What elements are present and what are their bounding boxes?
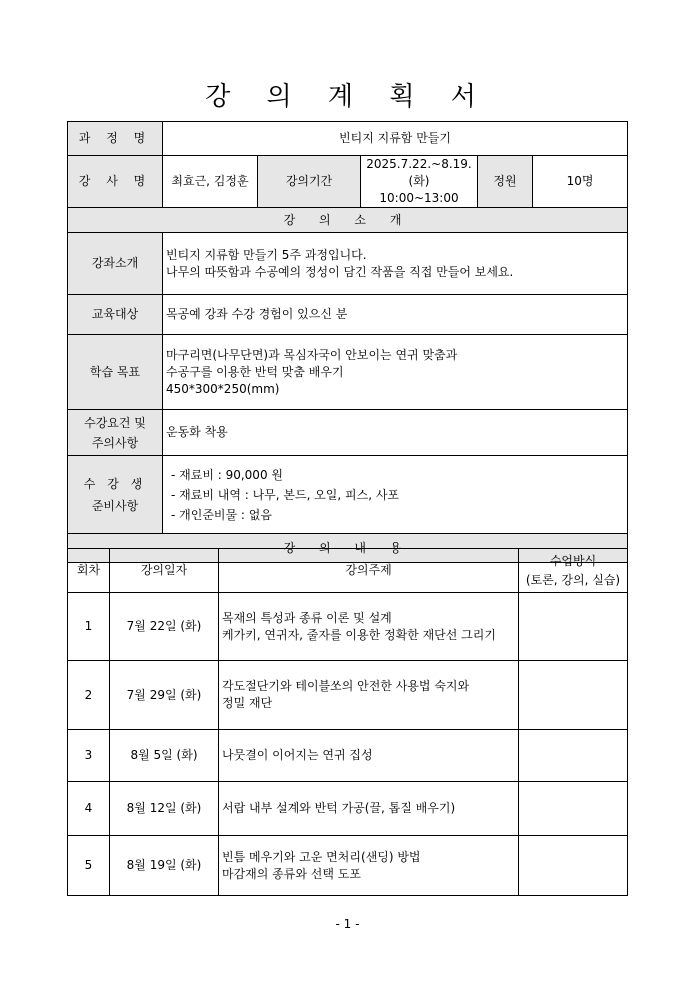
target-label: 교육대상 (68, 295, 163, 335)
col-header-date: 강의일자 (110, 549, 219, 593)
prep-item: - 개인준비물 : 없음 (171, 507, 272, 522)
intro-label: 강좌소개 (68, 233, 163, 295)
table-row (68, 593, 628, 661)
goal-value (163, 335, 628, 410)
requirements-label-line-1: 수강요건 및 (84, 415, 146, 430)
table-row (68, 730, 628, 782)
requirements-label (68, 410, 163, 456)
course-name-label: 과 정 명 (68, 122, 163, 156)
col-header-method (519, 549, 628, 593)
period-label: 강의기간 (258, 156, 361, 208)
session-topic (219, 836, 519, 896)
col-header-method-line-1: 수업방식 (549, 553, 597, 568)
session-number: 5 (68, 836, 110, 896)
topic-line-1: 빈틈 메우기와 고운 면처리(샌딩) 방법 (222, 849, 421, 864)
session-number: 4 (68, 782, 110, 836)
goal-line-2: 수공구를 이용한 반턱 맞춤 배우기 (166, 364, 344, 379)
schedule-table (67, 548, 628, 896)
period-time: 10:00~13:00 (379, 191, 459, 205)
prep-value (163, 456, 628, 534)
session-date: 8월 19일 (화) (110, 836, 219, 896)
session-date: 7월 22일 (화) (110, 593, 219, 661)
session-method (519, 730, 628, 782)
session-number: 2 (68, 661, 110, 730)
intro-section-header: 강 의 소 개 (68, 208, 628, 233)
period-value (361, 156, 478, 208)
goal-label: 학습 목표 (68, 335, 163, 410)
period-dates: 2025.7.22.~8.19.(화) (366, 157, 472, 188)
prep-item: - 재료비 내역 : 나무, 본드, 오일, 피스, 사포 (171, 487, 400, 502)
prep-label-line-2: 준비사항 (91, 498, 139, 513)
goal-line-3: 450*300*250(mm) (166, 381, 280, 396)
topic-line-1: 서랍 내부 설계와 반턱 가공(끌, 톱질 배우기) (222, 801, 456, 815)
table-row (68, 661, 628, 730)
document-title: 강 의 계 획 서 (205, 82, 490, 112)
table-row (68, 782, 628, 836)
session-number: 1 (68, 593, 110, 661)
instructor-value: 최효근, 김정훈 (163, 156, 258, 208)
goal-line-1: 마구리면(나무단면)과 목심자국이 안보이는 연귀 맞춤과 (166, 347, 458, 362)
session-topic (219, 730, 519, 782)
intro-value (163, 233, 628, 295)
table-row (68, 836, 628, 896)
target-value: 목공예 강좌 수강 경험이 있으신 분 (163, 295, 628, 335)
intro-line-2: 나무의 따뜻함과 수공예의 정성이 담긴 작품을 직접 만들어 보세요. (166, 264, 514, 279)
col-header-topic: 강의주제 (219, 549, 519, 593)
session-method (519, 836, 628, 896)
session-date: 8월 5일 (화) (110, 730, 219, 782)
capacity-value: 10명 (533, 156, 628, 208)
capacity-label: 정원 (478, 156, 533, 208)
session-method (519, 661, 628, 730)
requirements-value: 운동화 착용 (163, 410, 628, 456)
prep-label-line-1: 수 강 생 (83, 476, 147, 491)
topic-line-1: 목재의 특성과 종류 이론 및 설계 (222, 610, 392, 625)
col-header-session: 회차 (68, 549, 110, 593)
session-method (519, 782, 628, 836)
overview-table (67, 121, 628, 563)
prep-label (68, 456, 163, 534)
col-header-method-line-2: (토론, 강의, 실습) (525, 572, 621, 587)
topic-line-1: 각도절단기와 테이블쏘의 안전한 사용법 숙지와 (222, 679, 470, 693)
intro-line-1: 빈티지 지류함 만들기 5주 과정입니다. (166, 247, 367, 262)
session-date: 8월 12일 (화) (110, 782, 219, 836)
topic-line-2: 마감재의 종류와 선택 도포 (222, 866, 361, 881)
topic-line-1: 나뭇결이 이어지는 연귀 집성 (222, 748, 373, 762)
topic-line-2: 정밀 재단 (222, 696, 273, 710)
instructor-label: 강 사 명 (68, 156, 163, 208)
page-number: - 1 - (335, 917, 360, 931)
session-number: 3 (68, 730, 110, 782)
session-topic (219, 661, 519, 730)
requirements-label-line-2: 주의사항 (91, 435, 139, 450)
course-name: 빈티지 지류함 만들기 (163, 122, 628, 156)
schedule-section-header: 강 의 내 용 (68, 534, 628, 563)
session-date: 7월 29일 (화) (110, 661, 219, 730)
session-topic (219, 593, 519, 661)
session-topic (219, 782, 519, 836)
session-method (519, 593, 628, 661)
prep-item: - 재료비 : 90,000 원 (171, 467, 283, 482)
topic-line-2: 케가키, 연귀자, 줄자를 이용한 정확한 재단선 그리기 (222, 627, 496, 642)
